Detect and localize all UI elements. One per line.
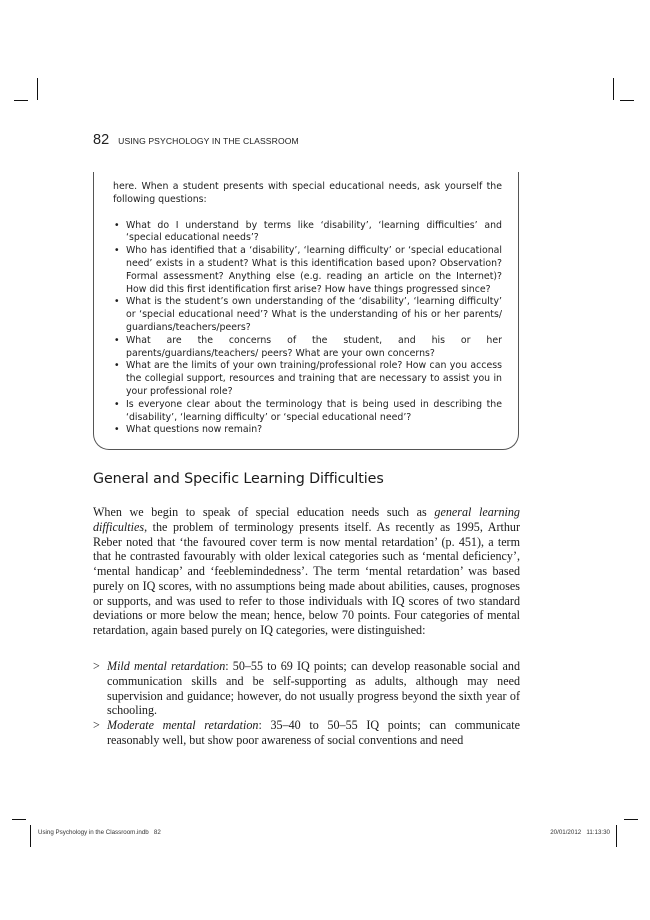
- retardation-categories-list: [93, 659, 520, 748]
- crop-mark-top-left-vertical: [37, 78, 38, 100]
- crop-mark-top-right-vertical: [613, 78, 614, 100]
- crop-mark-bottom-left-vertical: [30, 825, 31, 847]
- question-item: • What is the student’s own understanding of the ‘disability’, ‘learning difficulty’ or ‘special educational need’? What is the understanding of his or her parents/ guardians/teachers/peers?: [114, 296, 502, 333]
- chevron-right-icon: >: [93, 718, 100, 732]
- bullet-icon: •: [114, 245, 120, 257]
- page-number: 82: [93, 132, 110, 148]
- question-item: • Who has identified that a ‘disability’, ‘learning difficulty’ or ‘special educational need’ exists in a student? What is this identification based upon? Observation? Formal assessment? Anything else (e.g. reading an article on the Internet)? How did this first identification first arise? How have things progressed since?: [114, 245, 502, 295]
- bullet-icon: •: [114, 424, 120, 436]
- questions-box: [93, 172, 519, 450]
- bullet-icon: •: [114, 334, 120, 346]
- crop-mark-top-right-horizontal: [620, 100, 634, 101]
- questions-list: [113, 220, 502, 438]
- bullet-icon: •: [114, 398, 120, 410]
- bullet-icon: •: [114, 360, 120, 372]
- chevron-right-icon: >: [93, 659, 100, 673]
- crop-mark-bottom-right-vertical: [616, 825, 617, 847]
- section-heading: General and Specific Learning Difficulties: [93, 471, 384, 487]
- category-term: Mild mental retardation: [107, 659, 226, 673]
- slug-timestamp: 20/01/2012 11:13:30: [550, 829, 610, 836]
- bullet-icon: •: [114, 219, 120, 231]
- running-head-title: USING PSYCHOLOGY IN THE CLASSROOM: [118, 136, 299, 146]
- box-intro-text: here. When a student presents with special educational needs, ask yourself the following questions:: [113, 181, 502, 205]
- category-item: > Moderate mental retardation: 35–40 to 50–55 IQ points; can communicate reasonably well, but show poor awareness of social conventions and need: [93, 718, 520, 747]
- slug-filename: Using Psychology in the Classroom.indb 82: [38, 829, 161, 836]
- question-item: • Is everyone clear about the terminology that is being used in describing the ‘disability’, ‘learning difficulty’ or ‘special educational need’?: [114, 398, 502, 423]
- question-item: • What are the concerns of the student, and his or her parents/guardians/teachers/ peers? What are your own concerns?: [114, 334, 502, 359]
- category-term: Moderate mental retardation: [107, 718, 259, 732]
- crop-mark-bottom-right-horizontal: [624, 819, 638, 820]
- question-item: • What are the limits of your own training/professional role? How can you access the collegial support, resources and training that are necessary to assist you in your professional role?: [114, 360, 502, 397]
- bullet-icon: •: [114, 296, 120, 308]
- crop-mark-top-left-horizontal: [14, 100, 28, 101]
- body-paragraph: When we begin to speak of special education needs such as general learning difficulties, the problem of terminology presents itself. As recently as 1995, Arthur Reber noted that ‘the favoured cover term is now mental retardation’ (p. 451), a term that he contrasted favourably with older lexical categories such as ‘mental deficiency’, ‘mental handicap’ and ‘feeblemindedness’. The term ‘mental retardation’ was based purely on IQ scores, with no assumptions being made about abilities, causes, prognoses or supports, and was used to refer to those individuals with IQ scores of two standard deviations or more below the mean; hence, below 70 points. Four categories of mental retardation, again based purely on IQ categories, were distinguished:: [93, 505, 520, 637]
- running-head: [93, 132, 299, 148]
- crop-mark-bottom-left-horizontal: [12, 819, 26, 820]
- emphasis-term: general learning difficulties: [93, 505, 520, 534]
- category-item: > Mild mental retardation: 50–55 to 69 IQ points; can develop reasonable social and communication skills and be self-supporting as adults, although may need supervision and guidance; however, do not usually progress beyond the sixth year of schooling.: [93, 659, 520, 718]
- question-item: • What questions now remain?: [114, 424, 263, 436]
- question-item: • What do I understand by terms like ‘disability’, ‘learning difficulties’ and ‘special educational needs’?: [114, 219, 502, 244]
